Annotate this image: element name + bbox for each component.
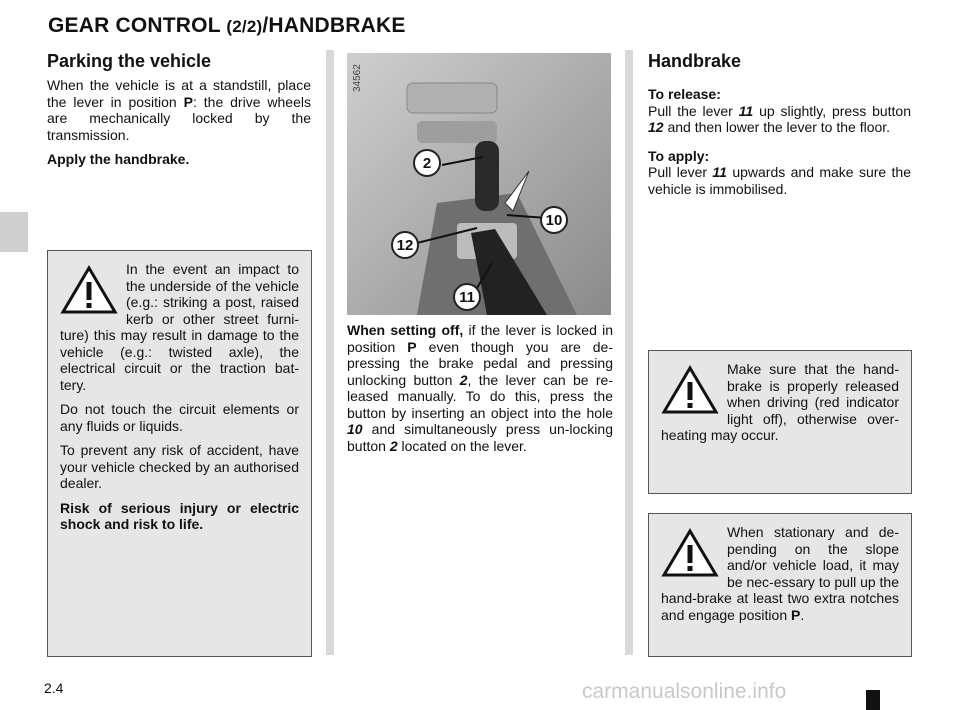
callout-12: 12 [391,231,419,259]
section-heading-handbrake: Handbrake [648,51,742,71]
warning-triangle-icon [661,365,719,415]
page-corner-mark [866,690,880,710]
parking-text: When the vehicle is at a standstill, place the lever in position P: the drive wheels are mechanically locked by the transmission. Apply the handbrake. [47,77,311,167]
page-title: GEAR CONTROL (2/2)/HANDBRAKE [48,14,406,37]
setting-off-text: When setting off, if the lever is locked in position P even though you are de-pressing the brake pedal and pressing unlocking button 2, the lever can be re-leased manually. To do this, press the button by inserting an object into the hole 10 and simultaneously press un-locking button 2 located on the lever. [347,322,613,454]
warning-triangle-icon [661,528,719,578]
callout-11: 11 [453,283,481,311]
handbrake-text: To release: Pull the lever 11 up slightly, press button 12 and then lower the lever to the floor. To apply: Pull lever 11 upwards and make sure the vehicle is immobilised. [648,86,912,197]
warning-box-overheating: Make sure that the hand-brake is properly released when driving (red indicator light off), otherwise over-heating may occur. [648,350,912,494]
column-divider [625,50,633,655]
column-divider [326,50,334,655]
warning-box-impact: In the event an impact to the underside of the vehicle (e.g.: striking a post, raised kerb or other street furni-ture) this may result in damage to the vehicle (e.g.: twisted axle), the electrical circuit or the traction bat-tery. Do not touch the circuit elements or any fluids or liquids. To prevent any risk of accident, have your vehicle checked by an authorised dealer. Risk of serious injury or electric shock and risk to life. [47,250,312,657]
section-tab [0,212,28,252]
section-heading-parking: Parking the vehicle [47,51,212,71]
warning-triangle-icon [60,265,118,315]
callout-10: 10 [540,206,568,234]
watermark: carmanualsonline.info [582,680,787,703]
gear-lever-photo [347,53,611,315]
photo-reference-number: 34562 [352,64,363,92]
warning-box-stationary: When stationary and de-pending on the slope and/or vehicle load, it may be nec-essary to pull up the hand-brake at least two extra notches and engage position P. [648,513,912,657]
callout-2: 2 [413,149,441,177]
page-number: 2.4 [44,680,64,696]
